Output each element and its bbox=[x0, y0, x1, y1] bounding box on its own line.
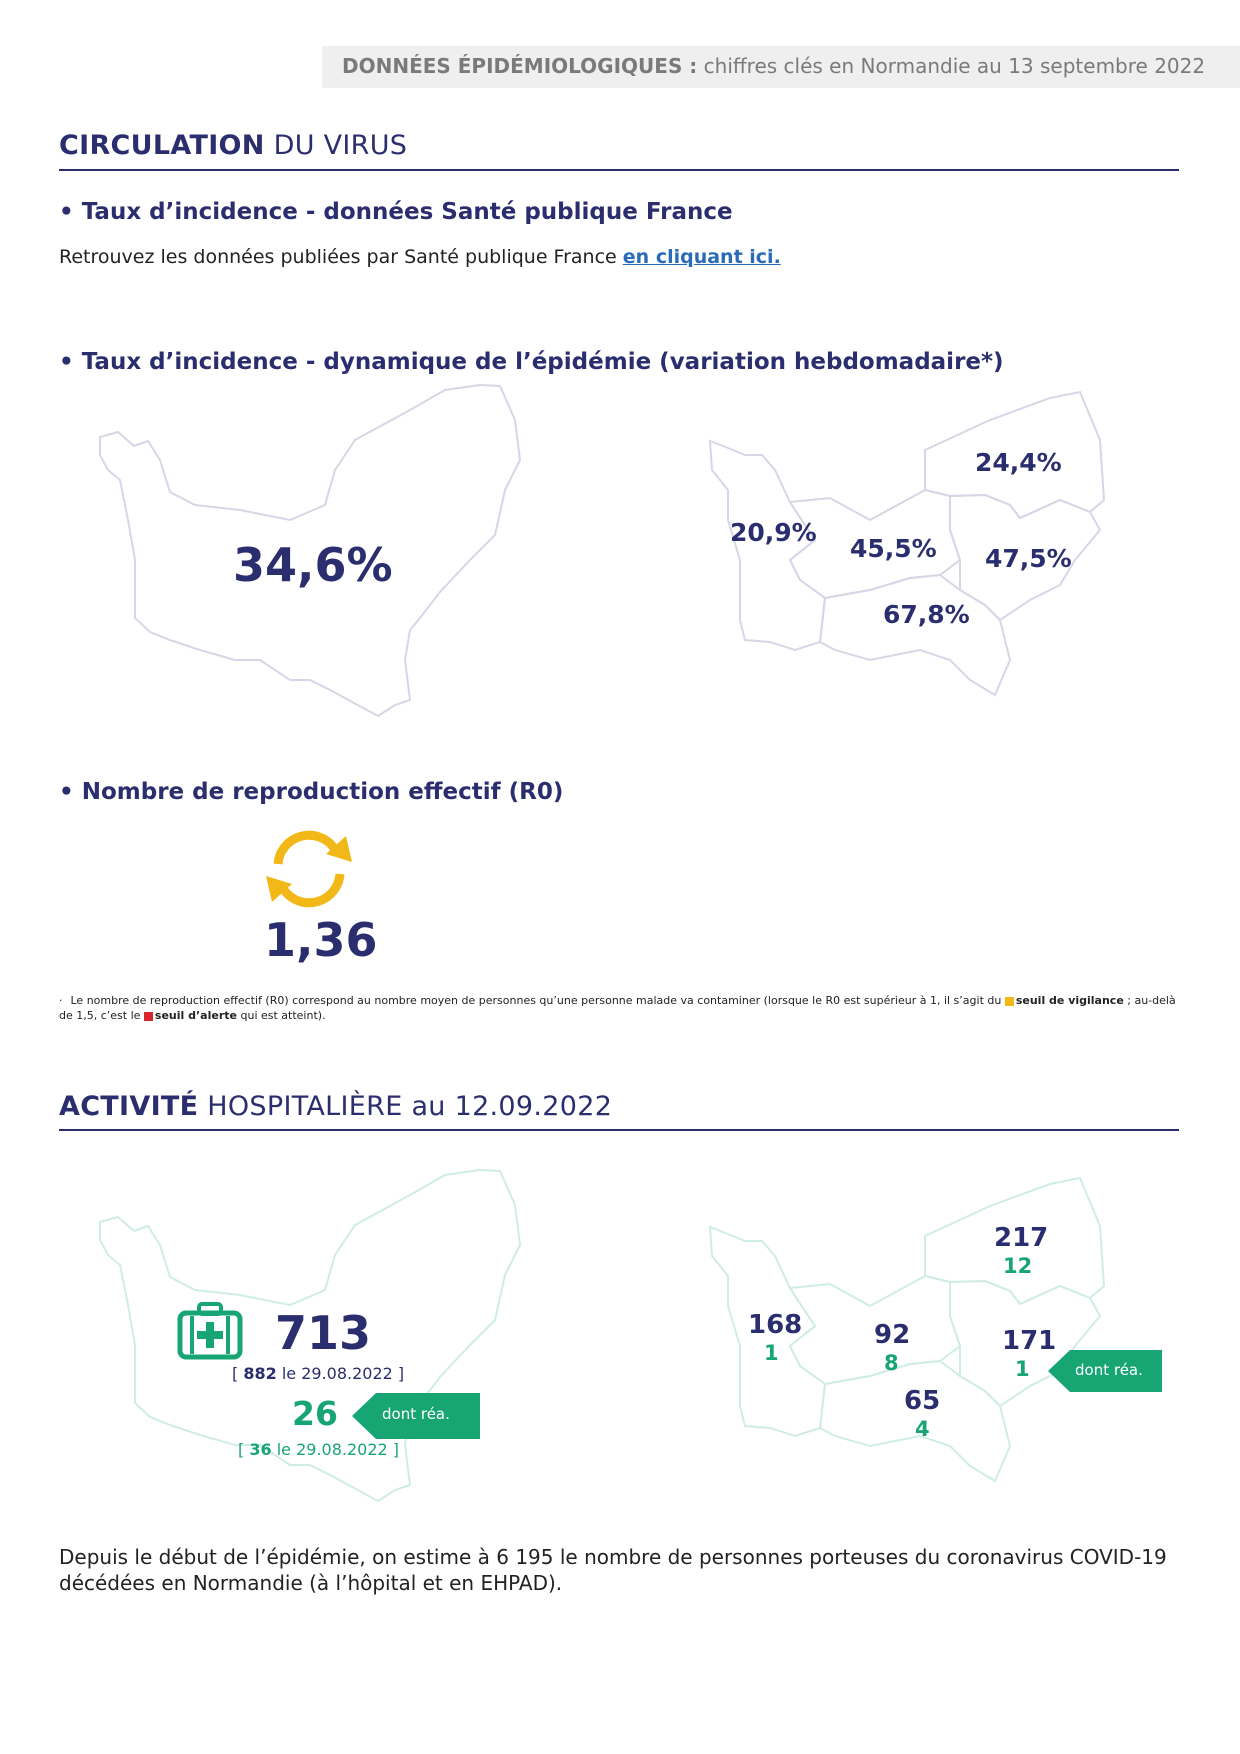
subtitle-r0: • Nombre de reproduction effectif (R0) bbox=[59, 779, 564, 805]
header-title-rest: chiffres clés en Normandie au 13 septembre 2022 bbox=[703, 54, 1206, 78]
footnote-part2: ; au-delà de 1,5, c’est le bbox=[59, 994, 1176, 1022]
footnote-part1: Le nombre de reproduction effectif (R0) correspond au nombre moyen de personnes qu’une personne malade va contaminer (lorsque le R0 est supérieur à 1, il s’agit du bbox=[70, 994, 1002, 1007]
dept-manche-incidence: 20,9% bbox=[730, 518, 817, 547]
previous-rea-rest: le 29.08.2022 ] bbox=[276, 1440, 400, 1459]
previous-rea-value: 36 bbox=[249, 1440, 272, 1459]
dept-seine-maritime-rea: 12 bbox=[1003, 1254, 1033, 1278]
section-title-bold: CIRCULATION bbox=[59, 130, 265, 161]
dept-orne-incidence: 67,8% bbox=[883, 600, 970, 629]
dept-manche-total: 168 bbox=[748, 1310, 803, 1340]
region-rea-value: 26 bbox=[292, 1394, 338, 1433]
subtitle-incidence-spf: • Taux d’incidence - données Santé publique France bbox=[59, 199, 733, 225]
region-hospitalized-total: 713 bbox=[275, 1306, 372, 1360]
region-rea-previous bbox=[238, 1440, 399, 1459]
footnote-bullet: · bbox=[59, 994, 63, 1007]
r0-value: 1,36 bbox=[264, 913, 378, 967]
section-title-rest: HOSPITALIÈRE au 12.09.2022 bbox=[207, 1091, 613, 1122]
dept-eure-incidence: 47,5% bbox=[985, 544, 1072, 573]
footer-deaths-text: Depuis le début de l’épidémie, on estime à 6 195 le nombre de personnes porteuses du coronavirus COVID-19 décédées en Normandie (à l’hôpital et en EHPAD). bbox=[59, 1545, 1167, 1595]
rea-tag-label: dont réa. bbox=[382, 1405, 450, 1423]
dept-calvados-total: 92 bbox=[874, 1320, 911, 1350]
region-incidence-value: 34,6% bbox=[233, 538, 393, 592]
subtitle-incidence-dynamics: • Taux d’incidence - dynamique de l’épidémie (variation hebdomadaire*) bbox=[59, 349, 1004, 375]
dept-orne-total: 65 bbox=[904, 1386, 941, 1416]
incidence-spf-sentence: Retrouvez les données publiées par Santé publique France bbox=[59, 246, 617, 268]
footnote-part3: qui est atteint). bbox=[240, 1009, 326, 1022]
dept-seine-maritime-total: 217 bbox=[994, 1223, 1049, 1253]
region-total-previous bbox=[232, 1364, 404, 1383]
bracket-open: [ bbox=[238, 1440, 245, 1459]
dept-eure-total: 171 bbox=[1002, 1326, 1057, 1356]
dept-calvados-incidence: 45,5% bbox=[850, 534, 937, 563]
dept-rea-tag-label: dont réa. bbox=[1075, 1361, 1143, 1379]
dept-orne-rea: 4 bbox=[915, 1417, 930, 1441]
dept-seine-maritime-incidence: 24,4% bbox=[975, 448, 1062, 477]
header-title-bold: DONNÉES ÉPIDÉMIOLOGIQUES : bbox=[342, 54, 698, 78]
footnote-alerte: seuil d’alerte bbox=[154, 1009, 237, 1022]
dept-manche-rea: 1 bbox=[764, 1341, 779, 1365]
bracket-open: [ bbox=[232, 1364, 239, 1383]
dept-eure-rea: 1 bbox=[1015, 1357, 1030, 1381]
dept-calvados-rea: 8 bbox=[884, 1351, 899, 1375]
previous-total-rest: le 29.08.2022 ] bbox=[281, 1364, 405, 1383]
section-title-rest: DU VIRUS bbox=[273, 130, 408, 161]
section-title-bold: ACTIVITÉ bbox=[59, 1091, 199, 1122]
spf-data-link[interactable]: en cliquant ici. bbox=[622, 246, 781, 268]
footnote-vigilance: seuil de vigilance bbox=[1015, 994, 1124, 1007]
previous-total-value: 882 bbox=[243, 1364, 277, 1383]
first-aid-kit-icon bbox=[177, 1302, 243, 1360]
